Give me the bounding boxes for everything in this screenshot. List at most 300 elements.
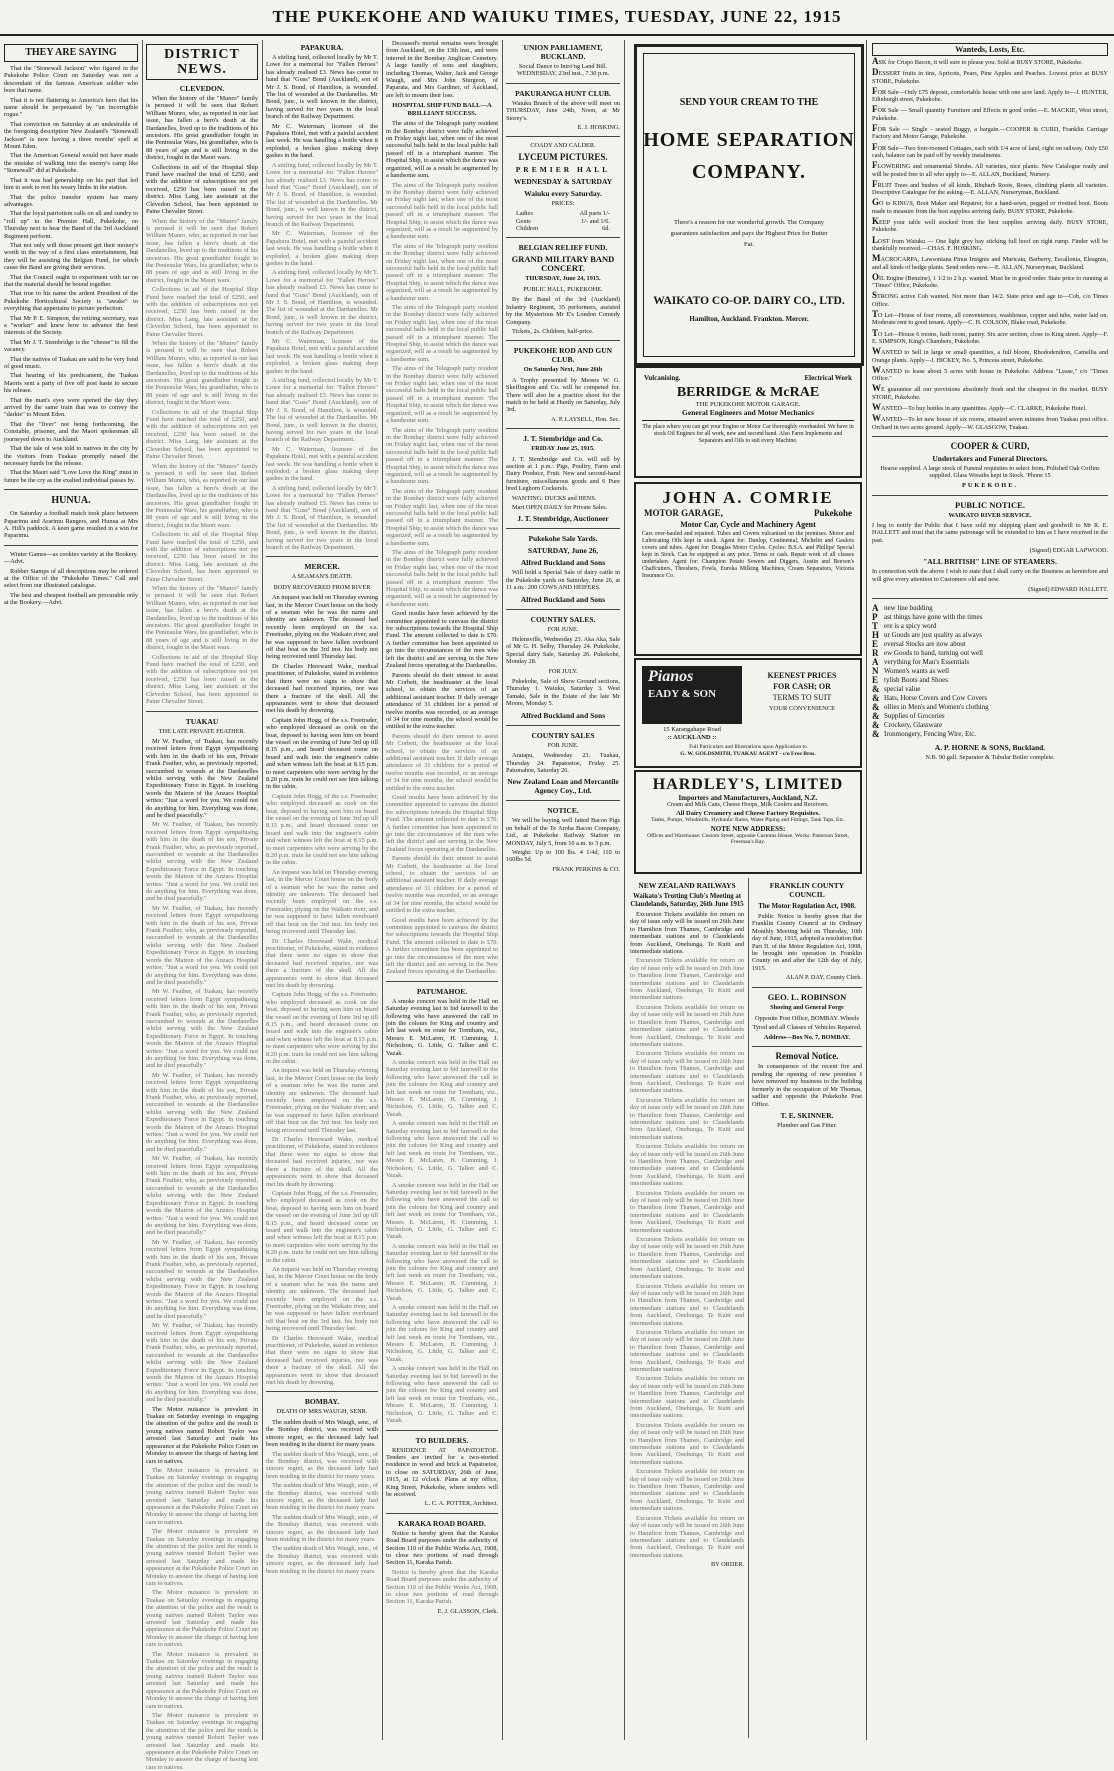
prices-label: PRICES: (551, 199, 575, 207)
divider (506, 237, 620, 238)
saying-item: That conviction on Saturday at an undesirable of the foregoing description New Zealand's "Stonewall Jackson" is now having a three months' spell at Mount Eden. (4, 120, 138, 151)
to-builders-signature: L. C. A. POTTER, Architect. (424, 1500, 498, 1508)
country-sales-june: FOR JUNE. (547, 625, 579, 633)
acrostic-text: Hats, Horse Covers and Cow Covers (884, 694, 988, 703)
railways-heading: NEW ZEALAND RAILWAYS (638, 881, 736, 890)
filler-paragraph: The Motor nuisance is prevalent in Tuakau on Saturday evenings in engaging the attention of the police and the result is young natives named Robert Taylor was arrested last Saturday and made his appearance at the Pukekohe Police Court on Monday to answer the charge of having lent cars to natives. (146, 1466, 258, 1526)
cooper-curd-heading: COOPER & CURD, (950, 440, 1030, 451)
acrostic-text: Ironmongery, Fencing Wire, Etc. (884, 730, 977, 739)
wanted-item (872, 348, 1108, 364)
wanted-item (872, 178, 1108, 197)
column-district-news (146, 40, 258, 1771)
column-wanteds (872, 40, 1108, 1740)
filler-paragraph: The aims of the Telegraph party resident in the Bombay district were fully achieved on Friday night last, when one of the most successful balls held in the local public hall passed off in a triumphant manner. The Hospital Ship, to assist which the dance was organized, will as a result be augmented by a handsome sum. (386, 181, 498, 241)
divider (506, 83, 620, 84)
filler-paragraph: A smoke concert was held in the Hall on Saturday evening last to bid farewell to the following who have answered the call to join the colours for King and country and left last week en route for Trentham, viz., Messrs E. McLaren, H. Cumming, J. Nicholson, G. Little, G. Talker and C. Vazak. (386, 1059, 498, 1118)
ad-pianos (634, 658, 862, 768)
filler-paragraph: A smoke concert was held in the Hall on Saturday evening last to bid farewell to the following who have answered the call to join the colours for King and country and left last week en route for Trentham, viz., Messrs E. McLaren, H. Cumming, J. Nicholson, G. Little, G. Talker and C. Vazak. (386, 1120, 498, 1180)
ad-berridge-right: Electrical Work (804, 374, 852, 382)
column-rule (382, 40, 383, 1740)
filler-paragraph: Mr W. Feather, of Tuakau, has recently received letters from Egypt sympathising with him in the death of his son, Private Frank Feather, who, as previously reported, succumbed to wounds at the Dardanelles whilst serving with the New Zealand Expeditionary Force in Egypt. In touching words the Matron of the Anzacs Hospital writes: "Just a word for you. We could not do anything for him. Everything was done, and he died peacefully." (146, 1322, 258, 1404)
filler-paragraph: An inquest was held on Thursday evening last, in the Mercer Court house on the body of a seaman who he was the name and identity are unknown. The deceased had recently been employed on the s.s. Freetrader, plying on the Waikato river, and he was supposed to have fallen overboard off that boat on the 3rd inst. his body not being recovered until Thursday last. (266, 1265, 378, 1333)
filler-paragraph: Good results have been achieved by the committee appointed to canvass the district for subscriptions towards the Hospital Ship Fund. The amount collected to date is £70. A further committee has been appointed to go into the circumstances of the men who left the district and are serving in the New Zealand forces operating at the Dardanelles. (386, 916, 498, 976)
saying-item: That Mr P. E. Simpson, the retiring secretary, was a "worker" and knew how to advance the best interests of the Society. (4, 314, 138, 337)
ad-berridge-top-row (636, 368, 860, 382)
belgian-fund-heading: BELGIAN RELIEF FUND. (518, 243, 608, 253)
ad-hardleys (634, 770, 862, 874)
filler-paragraph: A smoke concert was held in the Hall on Saturday evening last to bid farewell to the following who have answered the call to join the colours for King and country and left last week en route for Trentham, viz., Messrs E. McLaren, H. Cumming, J. Nicholson, G. Little, G. Talker and C. Vazak. (386, 1181, 498, 1241)
acrostic-line (872, 604, 1108, 613)
wanted-initial: F (872, 178, 878, 189)
filler-paragraph: An inquest was held on Thursday evening last, in the Mercer Court house on the body of a seaman who he was the name and identity are unknown. The deceased had recently been employed on the s.s. Freetrader, plying on the Waikato river, and he was supposed to have fallen overboard off that boat on the 3rd inst. his body not being recovered until Thursday last. (266, 868, 378, 936)
wanted-initial: D (872, 67, 879, 78)
wanted-item (872, 234, 1108, 253)
filler-paragraph: Excursion Tickets available for return on day of issue only will be issued on 26th June to Hamilton from Thames, Cambridge and intermediate stations and to Claudelands from Auckland, Onehunga, Te Kuiti and intermediate stations. (630, 1143, 744, 1188)
ad-pianos-city: :: AUCKLAND :: (667, 734, 717, 741)
wanted-text: ACROCARPA, Lawsoniana Pinus Insignis and Muricata, Barberry, Escallonia, Eleagnus, and all kinds of hedge plants. Send orders now.—E. ALLAN, Nurseryman, Buckland. (872, 256, 1108, 271)
tuakau-subheading: THE LATE PRIVATE FEATHER. (158, 727, 246, 735)
band-concert-text: By the Band of the 3rd (Auckland) Infantry Regiment, 35 performers, assisted by the Mysterious Mr E's London Comedy Company. (506, 296, 620, 326)
acrostic-text: eversal Stocks are now about (884, 640, 966, 649)
acrostic-initial: A (872, 603, 879, 614)
filler-paragraph: The aims of the Telegraph party resident in the Bombay district were fully achieved on Friday night last, when one of the most successful balls held in the local public hall passed off in a triumphant manner. The Hospital Ship, to assist which the dance was organized, will as a result be augmented by a handsome sum. (386, 549, 498, 608)
filler-paragraph: Captain John Hogg, of the s.s. Freetrader, who employed deceased as cook on the boat, deposed to having seen him on board the vessel on the evening of June 3rd up till 8.15 p.m., and heard deceased come on board and walk into the engineer's cabin and when witness left the boat at 8.15 p.m. to meet carpenters who were serving by the 8.20 p.m. train he could not see him talking in the cabin. (266, 1189, 378, 1264)
wanted-text: RUIT Trees and bushes of all kinds, Rhubarb Roots, Roses, climbing plants all varieties. Descriptive Catalogue for the asking.—E. ALLAN, Nurseryman, Buckland. (872, 181, 1108, 197)
filler-paragraph: Excursion Tickets available for return on day of issue only will be issued on 26th June to Hamilton from Thames, Cambridge and intermediate stations and to Claudelands from Auckland, Onehunga, Te Kuiti and intermediate stations. (630, 1468, 744, 1513)
wanted-text: ANTED to Sell in large or small quantities, a full bloom, Rhododendron, Camellia and Orange plants. Apply—J. HICKEY, No. 5, Princess street, Pukekohe. (872, 349, 1108, 364)
wanted-text: EEP your table well stocked from the best supplies arriving daily. BUSY STORE, Pukekohe. (872, 219, 1108, 234)
filler-paragraph: Dr Charles Hereward Wake, medical practitioner, of Pukekohe, stated in evidence that there were no signs to show that deceased had received injuries, nor was there a fracture of the skull. All the appearances went to show that deceased met his death by drowning. (266, 1334, 378, 1387)
filler-paragraph: A smoke concert was held in the Hall on Saturday evening last to bid farewell to the following who have answered the call to join the colours for King and country and left last week en route for Trentham, viz., Messrs E. McLaren, H. Cumming, J. Nicholson, G. Little, G. Talker and C. Vazak. (386, 1365, 498, 1425)
filler-paragraph: The sudden death of Mrs Waugh, senr., of the Bombay district, was received with sincere regret, as the deceased lady had been residing in the district for many years. (266, 1482, 378, 1512)
ad-pianos-footer: Full Particulars and Illustrations upon Application to (689, 744, 807, 750)
wanted-initial: W (872, 413, 881, 424)
ad-berridge-text: The place where you can get your Engine or Motor Car thoroughly overhauled. We have in stock Oil Engines for all work, new and second hand. Also Farm Implements and Separators and Oils to suit every Machine. (642, 420, 854, 445)
wanted-item (872, 162, 1108, 178)
column-filler (266, 1451, 378, 1576)
railways-signature: BY ORDER. (710, 1561, 744, 1569)
lyceum-days: WEDNESDAY & SATURDAY (513, 176, 613, 186)
wanteds-heading: Wanteds, Losts, Etc. (872, 43, 1108, 56)
franklin-text: Public Notice is hereby given that the Franklin County Council at its Ordinary Monthly Meeting held on Thursday, 10th day of June, 1915, adopted a resolution that Part II. of the Motor Regulation Act, 1908, be brought into operation in Franklin County on and after the 12th day of July, 1915. (752, 913, 862, 972)
wanted-text: LOWERING and ornamental Shrubs. All varieties, nice plants. New Catalogue ready and will be posted free to all who apply to—E. ALLAN, Buckland, Nursery. (872, 163, 1108, 178)
wanted-initial: W (872, 383, 881, 394)
wanted-text: O Let—House 6 rooms, bath room, pantry. Six acre section, close to King street. Apply—F. E. SIMPSON, King's Chambers, Pukekohe. (872, 330, 1108, 345)
filler-paragraph: Excursion Tickets available for return on day of issue only will be issued on 26th June to Hamilton from Thames, Cambridge and intermediate stations and to Claudelands from Auckland, Onehunga, Te Kuiti and intermediate stations. (630, 957, 744, 1002)
acrostic-initial: & (872, 711, 880, 722)
price-value: 6d. (602, 225, 610, 233)
filler-paragraph: Mr W. Feather, of Tuakau, has recently received letters from Egypt sympathising with him in the death of his son, Private Frank Feather, who, as previously reported, succumbed to wounds at the Dardanelles whilst serving with the New Zealand Expeditionary Force in Egypt. In touching words the Matron of the Anzacs Hospital writes: "Just a word for you. We could not do anything for him. Everything was done, and he died peacefully." (146, 1071, 258, 1153)
wanted-initial: T (872, 327, 879, 338)
ad-berridge-left: Vulcanising. (644, 374, 681, 382)
filler-paragraph: A stirling fund, collected locally by Mr T. Lowe for a memorial for "Fallen Heroes" has already realised £3. News has come to hand that "Guss" Bond (Auckland), son of Mr J. S. Bond, of Hamilton, is wounded. The list of wounded at the Dardanelles. Mr Bond, junr., is well known in the district, having served for two years in the local branch of the Railway Department. (266, 484, 378, 551)
stembridge-date: FRIDAY June 25, 1915. (531, 445, 595, 453)
column-they-are-saying (4, 40, 138, 1740)
acrostic-line (872, 658, 1108, 667)
nz-loan-heading: New Zealand Loan and Mercantile Agency Coy., Ltd. (507, 777, 619, 796)
filler-paragraph: Mr C. Waterman, licensee of the Papakura Hotel, met with a painful accident last week. He was handling a bottle when it exploded, a broken glass making deep gashes in the hand. (266, 230, 378, 267)
ad-comrie-line: Motor Car, Cycle and Machinery Agent (680, 520, 816, 529)
filler-paragraph: Excursion Tickets available for return on day of issue only will be issued on 26th June to Hamilton from Thames, Cambridge and intermediate stations and to Claudelands from Auckland, Onehunga, Te Kuiti and intermediate stations. (630, 1003, 744, 1048)
column-filler (630, 957, 744, 1559)
filler-paragraph: Dr Charles Hereward Wake, medical practitioner, of Pukekohe, stated in evidence that there were no signs to show that deceased had received injuries, nor was there a fracture of the skull. All the appearances went to show that deceased met his death by drowning. (266, 1136, 378, 1188)
ad-pianos-address: 15 Karangahape Road (663, 726, 721, 733)
divider (386, 1513, 498, 1514)
masthead-title: THE PUKEKOHE AND WAIUKU TIMES, TUESDAY, JUNE 22, 1915 (0, 0, 1114, 36)
wanted-initial: F (872, 141, 878, 152)
public-notice-text: I beg to notify the Public that I have sold my shipping plant and goodwill to Mr R. E. HALLETT and trust that the same patronage will be extended to him as I have received in the past. (872, 522, 1108, 544)
ad-pianos-agent-name: G. W. GOLDSMITH, (680, 751, 732, 757)
stembridge-wanting: WANTING: DUCKS and HENS. (512, 494, 597, 502)
steamers-heading: "ALL BRITISH" LINE OF STEAMERS. (923, 557, 1057, 567)
mercer-subheading: A SEAMAN'S DEATH. (291, 573, 353, 581)
band-concert-heading: GRAND MILITARY BAND CONCERT. (511, 254, 615, 274)
acrostic-text: special value (884, 685, 921, 694)
wanted-initial: F (872, 160, 878, 171)
divider (386, 981, 498, 982)
hospital-ball-text: The aims of the Telegraph party resident in the Bombay district were fully achieved on Friday night last, when one of the most successful balls held in the local public hall passed off in a triumphant manner. The Hospital Ship, to assist which the dance was organized, will as a result be augmented by a handsome sum. (386, 120, 498, 180)
filler-paragraph: A stirling fund, collected locally by Mr T. Lowe for a memorial for "Fallen Heroes" has already realised £3. News has come to hand that "Guss" Bond (Auckland), son of Mr J. S. Bond, of Hamilton, is wounded. The list of wounded at the Dardanelles. Mr Bond, junr., is well known in the district, having served for two years in the local branch of the Railway Department. (266, 377, 378, 444)
public-notice-sub: WAIKATO RIVER SERVICE. (948, 511, 1032, 519)
filler-paragraph: The aims of the Telegraph party resident in the Bombay district were fully achieved on Friday night last, when one of the most successful balls held in the local public hall passed off in a triumphant manner. The Hospital Ship, to assist which the dance was organized, will as a result be augmented by a handsome sum. (386, 365, 498, 425)
union-parliament-text: Social Dance to Intro'ng Land Bill. WEDNESDAY, 23rd inst., 7.30 p.m. (516, 63, 610, 78)
gun-club-date: On Saturday Next, June 26th (523, 366, 603, 374)
sale-yards-text: Will hold a Special Sale of dairy cattle in the Pukekohe yards on Saturday, June 26, at 11 a.m.: 200 COWS AND HEIFERS. (506, 569, 620, 592)
price-row (506, 225, 620, 232)
saying-item: That it was bad generalship on his part that led him to seek to rest his weary limbs in the station. (4, 176, 138, 192)
acrostic-text: ast things have gone with the times (884, 613, 983, 622)
acrostic-line (872, 631, 1108, 640)
wanted-item (872, 415, 1108, 431)
wanted-text: IL Engine (Benzine), 1 1/2 to 2 h.p. wanted. Must be in good order. State price to running at "Times" Office, Pukekohe. (872, 274, 1108, 290)
acrostic-initial: & (872, 684, 880, 695)
saying-item: That hearing of his predicament, the Tuakau Maoris sent a party of five off post haste to secure his release. (4, 372, 138, 395)
filler-paragraph: The aims of the Telegraph party resident in the Bombay district were fully achieved on Friday night last, when one of the most successful balls held in the local public hall passed off in a triumphant manner. The Hospital Ship, to assist which the dance was organized, will as a result be augmented by a handsome sum. (386, 242, 498, 302)
divider (506, 428, 620, 429)
filler-paragraph: Captain John Hogg, of the s.s. Freetrader, who employed deceased as cook on the boat, deposed to having seen him on board the vessel on the evening of June 3rd up till 8.15 p.m., and heard deceased come on board and walk into the engineer's cabin and when witness left the boat at 8.15 p.m. to meet carpenters who were serving by the 8.20 p.m. train he could not see him talking in the cabin. (266, 991, 378, 1065)
wanted-item (872, 364, 1108, 383)
column-railways (630, 878, 744, 1738)
acrostic-line (872, 721, 1108, 730)
divider (506, 340, 620, 341)
acrostic-initial: H (872, 630, 880, 641)
ad-hardleys-address: Offices and Warehouse: Custom Street, opposite Customs House. Works: Patterson Street, Freeman's Bay. (647, 833, 849, 845)
wanted-initial: W (872, 364, 881, 375)
buckland-name-2: Alfred Buckland and Sons (520, 594, 606, 604)
country-sales-2-heading: COUNTRY SALES (531, 730, 595, 740)
wanted-item (872, 327, 1108, 346)
hospital-fund-text: Good results have been achieved by the committee appointed to canvass the district for subscriptions towards the Hospital Ship Fund. The amount collected to date is £70. A further committee has been appointed to go into the circumstances of the men who left the district and are serving in the New Zealand forces operating at the Dardanelles. (386, 610, 498, 670)
acrostic-text: ere is a spicy word (884, 622, 937, 631)
to-builders-text: RESIDENCE AT PAPATOETOE. Tenders are invited for a two-storied residence in wood and brick at Papatoetoe, to close on SATURDAY, 26th of June, 1915, at 12 o'clock. Plans at my office, King Street, Pukekohe, where tenders will be received. (386, 1446, 498, 1498)
filler-paragraph: Collections in aid of the Hospital Ship Fund have reached the total of £250, and with the addition of subscriptions not yet received, £250 has been raised in the district. Miss Lang, late assistant at the Clevedon School, has been appointed to Paine Chevalier Street. (146, 653, 258, 706)
stembridge-text: J. T. Stembridge and Co. will sell by auction at 1 p.m.: Pigs, Poultry, Farm and Dairy Produce, Fruit. New and second-hand furniture, miscellaneous goods and 6 Pure bred Leghorn Cockerels. (506, 455, 620, 493)
divider (4, 545, 138, 546)
ad-pianos-agent-tuakau: TUAKAU AGENT - c/o Free Bros. (733, 751, 816, 757)
they-are-saying-heading: THEY ARE SAYING (4, 44, 138, 62)
divider (266, 556, 378, 557)
acrostic-line (872, 613, 1108, 622)
tuakau-text-2: The Motor nuisance is prevalent in Tuakau on Saturday evenings in engaging the attention of the police and the result is young natives named Robert Taylor was arrested last Saturday and made his appearance at the Pukekohe Police Court on Monday to answer the charge of having lent cars to natives. (146, 1405, 258, 1465)
ad-pianos-prices-3: TERMS TO SUIT (772, 693, 832, 702)
robinson-address: Address—Box No. 7, BOMBAY. (763, 1034, 851, 1042)
ad-pianos-prices-1: KEENEST PRICES (767, 671, 837, 680)
saying-item: That the Maori said "Love Love the King" must in future be the cry as the exalted individual passes by. (4, 469, 138, 484)
column-filler (386, 733, 498, 976)
filler-paragraph: Excursion Tickets available for return on day of issue only will be issued on 26th June to Hamilton from Thames, Cambridge and intermediate stations and to Claudelands from Auckland, Onehunga, Te Kuiti and intermediate stations. (630, 1328, 744, 1373)
mercer-heading: MERCER. (304, 562, 340, 572)
robinson-text: Opposite Post Office, BOMBAY. Wheels Tyred and all Classes of Vehicles Repaired. (752, 1015, 862, 1032)
wanted-text: ANTED to lease about 5 acres with house in Pukekohe. Address "Lease," c/o "Times Office." (872, 367, 1108, 383)
gun-club-signature: A. P. LAYSELL, Hon. Sec. (551, 415, 620, 423)
filler-paragraph: Excursion Tickets available for return on day of issue only will be issued on 26th June to Hamilton from Thames, Cambridge and intermediate stations and to Claudelands from Auckland, Onehunga, Te Kuiti and intermediate stations. (630, 1514, 744, 1559)
filler-paragraph: The sudden death of Mrs Waugh, senr., of the Bombay district, was received with sincere regret, as the deceased lady had been residing in the district for many years. (266, 1545, 378, 1575)
filler-paragraph: When the history of the "Munro" family is perused it will be seen that Robert William Munro, who, as reported in our last issue, has fallen a hero's death at the Dardanelles, lived up to the traditions of his ancestors. His great grandfather fought in the Peninsular Wars, his grandfather, who is 88 years of age and is still living in the district, fought in the Maori wars. (146, 585, 258, 652)
acrostic-line (872, 667, 1108, 676)
papakura-heading: PAPAKURA. (300, 43, 344, 52)
filler-paragraph: Excursion Tickets available for return on day of issue only will be issued on 26th June to Hamilton from Thames, Cambridge and intermediate stations and to Claudelands from Auckland, Onehunga, Te Kuiti and intermediate stations. (630, 1189, 744, 1234)
filler-paragraph: Mr W. Feather, of Tuakau, has recently received letters from Egypt sympathising with him in the death of his son, Private Frank Feather, who, as previously reported, succumbed to wounds at the Dardanelles whilst serving with the New Zealand Expeditionary Force in Egypt. In touching words the Matron of the Anzacs Hospital writes: "Just a word for you. We could not do anything for him. Everything was done, and he died peacefully." (146, 1155, 258, 1237)
stembridge-auctioneer: J. T. Stembridge, Auctioneer (517, 514, 609, 524)
bombay-heading: BOMBAY. (304, 1397, 340, 1407)
saying-item: That the man's eyes were opened the day they arrived by the same train that was to convey the "darkie" to Mount Eden. (4, 396, 138, 419)
acrostic-text: verything for Man's Essentials (884, 658, 970, 667)
acrostic-initial: & (872, 693, 880, 704)
column-filler (146, 821, 258, 1403)
ad-hardleys-note: NOTE NEW ADDRESS: (710, 825, 786, 833)
band-concert-tickets: Tickets, 2s. Children, half-price. (512, 327, 594, 335)
ad-pianos-dark-panel (642, 666, 742, 724)
filler-paragraph: Excursion Tickets available for return on day of issue only will be issued on 26th June to Hamilton from Thames, Cambridge and intermediate stations and to Claudelands from Auckland, Onehunga, Te Kuiti and intermediate stations. (630, 1096, 744, 1141)
ad-home-text: There's a reason for our wonderful growth. The Company guarantees satisfaction and pays the Highest Price for Butter Fat. (670, 219, 828, 248)
acrostic-initial: & (872, 702, 880, 713)
saying-item: That Mr J. T. Stembridge is the "cheese" to fill the vacancy. (4, 338, 138, 354)
ad-home-line-3: COMPANY. (691, 161, 807, 183)
ad-berridge-sub: THE PUKEKOHE MOTOR GARAGE. (695, 401, 801, 408)
ad-hardleys-title: HARDLEY'S, LIMITED (652, 776, 844, 793)
wanted-initial: A (872, 56, 879, 66)
karaka-signature: E. J. GLASSON, Clerk. (437, 1607, 498, 1615)
price-value: All parts 1/- (579, 210, 610, 218)
price-value: 1/- and 1/6. (581, 217, 610, 225)
acrostic-initial: N (872, 666, 879, 677)
divider (506, 609, 620, 610)
removal-heading: Removal Notice. (775, 1051, 839, 1062)
filler-paragraph: Mr C. Waterman, licensee of the Papakura Hotel, met with a painful accident last week. He was handling a bottle when it exploded, a broken glass making deep gashes in the hand. (266, 338, 378, 375)
country-sales-july: FOR JULY. (548, 667, 578, 675)
franklin-sub: The Motor Regulation Act, 1908. (758, 902, 856, 910)
divider (506, 136, 620, 137)
ad-home-separation (634, 44, 864, 366)
ad-pianos-label: Pianos (648, 668, 694, 685)
filler-paragraph: Mr C. Waterman, licensee of the Papakura Hotel, met with a painful accident last week. He was handling a bottle when it exploded, a broken glass making deep gashes in the hand. (266, 445, 378, 483)
hospital-ball-heading: HOSPITAL SHIP FUND BALL—A BRILLIANT SUCCESS. (392, 102, 492, 118)
saying-item: That not only will those present get their money's worth in the way of a first class entertainment, but they will be assisting the Belgian Fund, for which cause the Band are giving their services. (4, 241, 138, 272)
hunua-heading: HUNUA. (51, 495, 91, 507)
patumahoe-heading: PATUMAHOE. (416, 986, 468, 996)
wanted-text: O Let—House of four rooms, all conveniences, washhouse, copper and tubs, water laid on. Moderate rent to good tenant. Apply—C. H. COLSON, Blake road, Pukekohe. (872, 312, 1108, 327)
wanted-item (872, 218, 1108, 234)
notice-text: We will be buying well fatted Bacon Pigs on behalf of the Te Aroha Bacon Company, Ltd., at Pukekohe Railway Station on MONDAY, July 5, from 10 a.m. to 3 p.m. (506, 817, 620, 847)
column-franklin (752, 878, 862, 1738)
wanted-item (872, 85, 1108, 104)
filler-paragraph: Excursion Tickets available for return on day of issue only will be issued on 26th June to Hamilton from Thames, Cambridge and intermediate stations and to Claudelands from Auckland, Onehunga, Te Kuiti and intermediate stations. (630, 1282, 744, 1327)
note-rubber-stamps: Rubber Stamps of all descriptions may be ordered at the Office of the "Pukekohe Times." Call and select from our illustrated catalogue. (4, 567, 138, 590)
wanted-initial: W (872, 346, 881, 357)
column-filler (386, 1059, 498, 1425)
filler-paragraph: Parents should do their utmost to assist Mr Corbett, the headmaster at the local school, to obtain the services of an additional assistant teacher. If daily average attendance of 31 children for a period of twelve months was recorded, or an average of 34 for nine months, the school would be entitled to the extra teacher. (386, 732, 498, 792)
wanted-initial: F (872, 85, 878, 96)
acrostic-line (872, 685, 1108, 694)
bombay-text: The sudden death of Mrs Waugh, senr., of the Bombay district, was received with sincere regret, as the deceased lady had been residing in the district for many years. (266, 1418, 378, 1449)
wanted-text: E guarantee all our provisions absolutely fresh and the cheapest in the market. BUSY STORE, Pukekohe. (872, 386, 1108, 401)
removal-signature-2: Plumber and Gas Fitter. (777, 1121, 837, 1129)
ad-home-line-2: HOME SEPARATION (643, 129, 855, 151)
removal-text: In consequence of the recent fire and pending the opening of new premises I have removed my business to the building formerly in the occupation of Mr Thomas, sadlier and opposite the Pukekohe Post Office. (752, 1063, 862, 1108)
filler-paragraph: An inquest was held on Thursday evening last, in the Mercer Court house on the body of a seaman who he was the name and identity are unknown. The deceased had recently been employed on the s.s. Freetrader, plying on the Waikato river, and he was supposed to have fallen overboard off that boat on the 3rd inst. his body not being recovered until Thursday last. (266, 1067, 378, 1134)
ad-hardleys-bold: All Dairy Creamery and Cheese Factory Requisites. (676, 810, 820, 817)
ad-pianos-name: EADY & SON (648, 688, 717, 700)
filler-paragraph: Excursion Tickets available for return on day of issue only will be issued on 26th June to Hamilton from Thames, Cambridge and intermediate stations and to Claudelands from Auckland, Onehunga, Te Kuiti and intermediate stations. (630, 1421, 744, 1466)
franklin-heading: FRANKLIN COUNTY COUNCIL (769, 881, 845, 899)
divider (872, 436, 1108, 437)
horne-note: N.B. 90 gall. Separator & Tubular Boiler complete. (925, 754, 1055, 762)
papakura-text: A stirling fund, collected locally by Mr T. Lowe for a memorial for "Fallen Heroes" has already realised £3. News has come to hand that "Guss" Bond (Auckland), son of Mr J. S. Bond, of Hamilton, is wounded. The list of wounded at the Dardanelles. Mr Bond, junr., is well known in the district, having served for two years in the local branch of the Railway Department. (266, 54, 378, 121)
karaka-text: Notice is hereby given that the Karaka Road Board purposes under the authority of Section 110 of the Public Works Act, 1908, to close two portions of road through Section 11, Karaka Parish. (386, 1529, 498, 1567)
ad-berridge-title: BERRIDGE & McRAE (676, 385, 820, 400)
wanted-text: OR Sale — Single - seated Buggy, a bargain.—COOPER & CURD, Franklin Carriage Factory and Motor Garage, Pukekohe. (872, 126, 1108, 141)
column-filler (266, 793, 378, 1387)
acrostic-line (872, 694, 1108, 703)
patumahoe-text: A smoke concert was held in the Hall on Saturday evening last to bid farewell to the following who have answered the call to join the colours for King and country and left last week en route for Trentham, viz., Messrs E. McLaren, H. Cumming, J. Nicholson, G. Little, G. Talker and C. Vazak. (386, 997, 498, 1057)
filler-paragraph: When the history of the "Munro" family is perused it will be seen that Robert William Munro, who, as reported in our last issue, has fallen a hero's death at the Dardanelles, lived up to the traditions of his ancestors. His great grandfather fought in the Peninsular Wars, his grandfather, who is 88 years of age and is still living in the district, fought in the Maori wars. (146, 340, 258, 407)
price-row (506, 210, 620, 217)
column-rule (866, 40, 867, 1740)
price-table (506, 210, 620, 232)
wanted-item (872, 311, 1108, 327)
column-filler (146, 1467, 258, 1771)
wanted-item (872, 255, 1108, 271)
filler-paragraph: The Motor nuisance is prevalent in Tuakau on Saturday evenings in engaging the attention of the police and the result is young natives named Robert Taylor was arrested last Saturday and made his appearance at the Pukekohe Police Court on Monday to answer the charge of having lent cars to natives. (146, 1650, 258, 1710)
wanted-item (872, 385, 1108, 401)
filler-paragraph: Excursion Tickets available for return on day of issue only will be issued on 26th June to Hamilton from Thames, Cambridge and intermediate stations and to Claudelands from Auckland, Onehunga, Te Kuiti and intermediate stations. (630, 1236, 744, 1281)
acrostic-initial: E (872, 639, 879, 650)
column-filler (266, 162, 378, 552)
saying-item: That true to his name the ardent President of the Pukekohe Horticultural Society is "awake" to everything that appertains to picture perfection. (4, 290, 138, 313)
divider (872, 598, 1108, 599)
wanted-text: ANTED—To buy bottles in any quantities. Apply—C. CLARKE, Pukekohe Hotel. (881, 404, 1087, 412)
column-bombay-patumahoe (386, 40, 498, 1740)
filler-paragraph: A smoke concert was held in the Hall on Saturday evening last to bid farewell to the following who have answered the call to join the colours for King and country and left last week en route for Trentham, viz., Messrs E. McLaren, H. Cumming, J. Nicholson, G. Little, G. Talker and C. Vazak. (386, 1304, 498, 1363)
saying-item: That the tale of woe told to natives in the city by the visitors from Tuakau promptly raised the necessary funds for the release. (4, 445, 138, 467)
saying-item: That the "Stonewall Jackson" who figured in the Pukekohe Police Court on Saturday was not a descendant of the famous American soldier who bore that name. (4, 65, 138, 95)
wanted-text: OST from Waiuku — One light grey bay sticking full hoof on right rump. Finder will be thankfully received.—CHAS. F. HOSKING. (872, 237, 1108, 252)
column-notices (506, 40, 620, 1740)
wanted-text: OR Sale—Two four-roomed Cottages, each with 1/4 acre of land, right on railway. Only £50 cash, balance can be paid off by weekly instalments. (872, 144, 1108, 159)
acrostic-text: Crockery, Glassware (884, 721, 943, 730)
steamers-signature: (Signed) EDWARD HALLETT. (1028, 585, 1108, 593)
wanted-initial: M (872, 253, 881, 264)
hunt-club-text: Waiuku Branch of the above will meet on THURSDAY, June 24th, Noon, at Mr Storey's. (506, 99, 620, 122)
filler-paragraph: The sudden death of Mrs Waugh, senr., of the Bombay district, was received with sincere regret, as the deceased lady had been residing in the district for many years. (266, 1513, 378, 1543)
wanted-initial: F (872, 123, 878, 134)
mercer-text-3: Captain John Hogg, of the s.s. Freetrader, who employed deceased as cook on the boat, deposed to having seen him on board the vessel on the evening of June 3rd up till 8.15 p.m., and heard deceased come on board and walk into the engineer's cabin and when witness left the boat at 8.15 p.m. to meet carpenters who were serving by the 8.20 p.m. train he could not see him talking in the cabin. (266, 716, 378, 791)
steamers-text: In connection with the above I wish to state that I shall carry on the Business as heretofore and will give every attention to Customers old and new. (872, 568, 1108, 583)
lyceum-heading: LYCEUM PICTURES. (518, 151, 608, 162)
acrostic-ad (872, 604, 1108, 739)
acrostic-line (872, 649, 1108, 658)
divider (386, 1430, 498, 1431)
filler-paragraph: A stirling fund, collected locally by Mr T. Lowe for a memorial for "Fallen Heroes" has already realised £3. News has come to hand that "Guss" Bond (Auckland), son of Mr J. S. Bond, of Hamilton, is wounded. The list of wounded at the Dardanelles. Mr Bond, junr., is well known in the district, having served for two years in the local branch of the Railway Department. (266, 269, 378, 336)
divider (506, 725, 620, 726)
acrostic-initial: R (872, 648, 879, 659)
wanted-item (872, 125, 1108, 141)
ad-pianos-prices (748, 670, 856, 714)
column-rule (502, 40, 503, 1740)
district-news-heading: DISTRICT NEWS. (146, 44, 258, 80)
notice-weights: Weight: Up to 100 lbs. 4 1/4d, 110 to 160lbs 5d. (506, 848, 620, 864)
karaka-heading: KARAKA ROAD BOARD. (398, 1518, 486, 1528)
tuakau-heading: TUAKAU (185, 716, 219, 726)
lyceum-waiuku: Waiuku every Saturday. (524, 188, 602, 198)
wanted-item (872, 69, 1108, 85)
mercer-text: An inquest was held on Thursday evening last, in the Mercer Court house on the body of a seaman who he was the name and identity are unknown. The deceased had recently been employed on the s.s. Freetrader, plying on the Waikato river, and he was supposed to have fallen overboard off that boat on the 3rd inst. his body not being recovered until Thursday last. (266, 594, 378, 661)
ad-comrie-title: JOHN A. COMRIE (662, 488, 834, 507)
filler-paragraph: Collections in aid of the Hospital Ship Fund have reached the total of £250, and with the addition of subscriptions not yet received, £250 has been raised in the district. Miss Lang, late assistant at the Clevedon School, has been appointed to Paine Chevalier Street. (146, 408, 258, 461)
ad-pianos-prices-4: YOUR CONVENIENCE (768, 705, 836, 712)
acrostic-line (872, 703, 1108, 712)
filler-paragraph: Captain John Hogg, of the s.s. Freetrader, who employed deceased as cook on the boat, deposed to having seen him on board the vessel on the evening of June 3rd up till 8.15 p.m., and heard deceased come on board and walk into the engineer's cabin and when witness left the boat at 8.15 p.m. to meet carpenters who were serving by the 8.20 p.m. train he could not see him talking in the cabin. (266, 792, 378, 867)
lyceum-hall: PREMIER HALL (515, 164, 611, 174)
wanted-item (872, 271, 1108, 290)
ad-pianos-agent (640, 751, 856, 757)
franklin-signature: ALAN P. DAY, County Clerk. (785, 974, 862, 982)
wanted-initial: S (872, 290, 878, 301)
ad-comrie-text: Cars over-hauled and repaired. Tubes and Covers vulcanised on the premises. Motor and Lubricating Oils kept in stock. Agent for: Dunlop, Continental, Michelin and Gaulois covers and tubes. Agent for: Douglas Motor Cycles. Cycles: B.S.A. and Phillips' Special kept in Stock. Can be equipped at any price. Terms or cash. Repair work of all classes undertaken. Agent for: Champion Potato Sowers and Diggers, Austin and Beeven's Chaffcutters, Threshers, Fowls, Eureka Milking Machines, Cream Separators, Victoria Insurance Co. (642, 531, 854, 579)
column-filler (386, 182, 498, 609)
buckland-name: Alfred Buckland and Sons (520, 558, 606, 568)
column-rule (624, 40, 625, 1740)
filler-paragraph: A stirling fund, collected locally by Mr T. Lowe for a memorial for "Fallen Heroes" has already realised £3. News has come to hand that "Guss" Bond (Auckland), son of Mr J. S. Bond, of Hamilton, is wounded. The list of wounded at the Dardanelles. Mr Bond, junr., is well known in the district, having served for two years in the local branch of the Railway Department. (266, 161, 378, 228)
acrostic-text: tylish Boots and Shoes (884, 676, 948, 685)
saying-item: That the "fiver" not being forthcoming, the Constable, prisoner, and the Maori spokesman all journeyed down to Auckland. (4, 420, 138, 443)
filler-paragraph: Excursion Tickets available for return on day of issue only will be issued on 26th June to Hamilton from Thames, Cambridge and intermediate stations and to Claudelands from Auckland, Onehunga, Te Kuiti and intermediate stations. (630, 1050, 744, 1095)
filler-paragraph: Mr W. Feather, of Tuakau, has recently received letters from Egypt sympathising with him in the death of his son, Private Frank Feather, who, as previously reported, succumbed to wounds at the Dardanelles whilst serving with the New Zealand Expeditionary Force in Egypt. In touching words the Matron of the Anzacs Hospital writes: "Just a word for you. We could not do anything for him. Everything was done, and he died peacefully." (146, 904, 258, 986)
papakura-text-2: Mr C. Waterman, licensee of the Papakura Hotel, met with a painful accident last week. He was handling a bottle when it exploded, a broken glass making deep gashes in the hand. (266, 122, 378, 160)
public-notice-signature: (Signed) EDGAR LAPWOOD. (1029, 546, 1108, 554)
bombay-text-2: Deceased's mortal remains were brought from Auckland, on the 13th inst., and were interred in the Bombay Anglican Cemetery. A large family of sons and daughters, including Thomas, Walter, Jack and George Waugh, and Mrs John Sturgeon, of Paparata, and Mrs Gardiner, of Auckland, are left to mourn their loss. (386, 40, 498, 99)
to-builders-heading: TO BUILDERS. (415, 1435, 469, 1445)
ad-hardleys-text: Cream and Milk Cans, Cheese Hoops, Milk Coolers and Receivers. (667, 802, 829, 808)
sale-yards-date: SATURDAY, June 26, (527, 546, 599, 556)
acrostic-initial: A (872, 657, 879, 668)
acrostic-line (872, 712, 1108, 721)
acrostic-initial: P (872, 612, 878, 623)
divider (146, 711, 258, 712)
ad-pianos-prices-2: FOR CASH; OR (773, 682, 831, 691)
filler-paragraph: A smoke concert was held in the Hall on Saturday evening last to bid farewell to the following who have answered the call to join the colours for King and country and left last week en route for Trentham, viz., Messrs E. McLaren, H. Cumming, J. Nicholson, G. Little, G. Talker and C. Vazak. (386, 1242, 498, 1302)
bombay-subheading: DEATH OF MRS WAUGH, SENR. (276, 1408, 368, 1416)
tuakau-text: Mr W. Feather, of Tuakau, has recently received letters from Egypt sympathising with him in the death of his son, Private Frank Feather, who, as previously reported, succumbed to wounds at the Dardanelles whilst serving with the New Zealand Expeditionary Force in Egypt. In touching words the Matron of the Anzacs Hospital writes: "Just a word for you. We could not do anything for him. Everything was done, and he died peacefully." (146, 737, 258, 819)
wanted-initial: K (872, 216, 880, 227)
filler-paragraph: The aims of the Telegraph party resident in the Bombay district were fully achieved on Friday night last, when one of the most successful balls held in the local public hall passed off in a triumphant manner. The Hospital Ship, to assist which the dance was organized, will as a result be augmented by a handsome sum. (386, 426, 498, 486)
wanted-text: OR Sale—Only £75 deposit, comfortable house with one acre land. Apply to—J. HUNTER, Edinburgh street, Pukekohe. (872, 88, 1108, 104)
stembridge-heading: J. T. Stembridge and Co. (523, 434, 603, 444)
hunt-club-heading: PAKURANGA HUNT CLUB. (515, 88, 611, 98)
divider (872, 495, 1108, 496)
saying-item: That the Council ought to experiment with tar on that the material should be bound together. (4, 273, 138, 288)
acrostic-text: ew Goods to hand, turning out well (884, 649, 983, 658)
